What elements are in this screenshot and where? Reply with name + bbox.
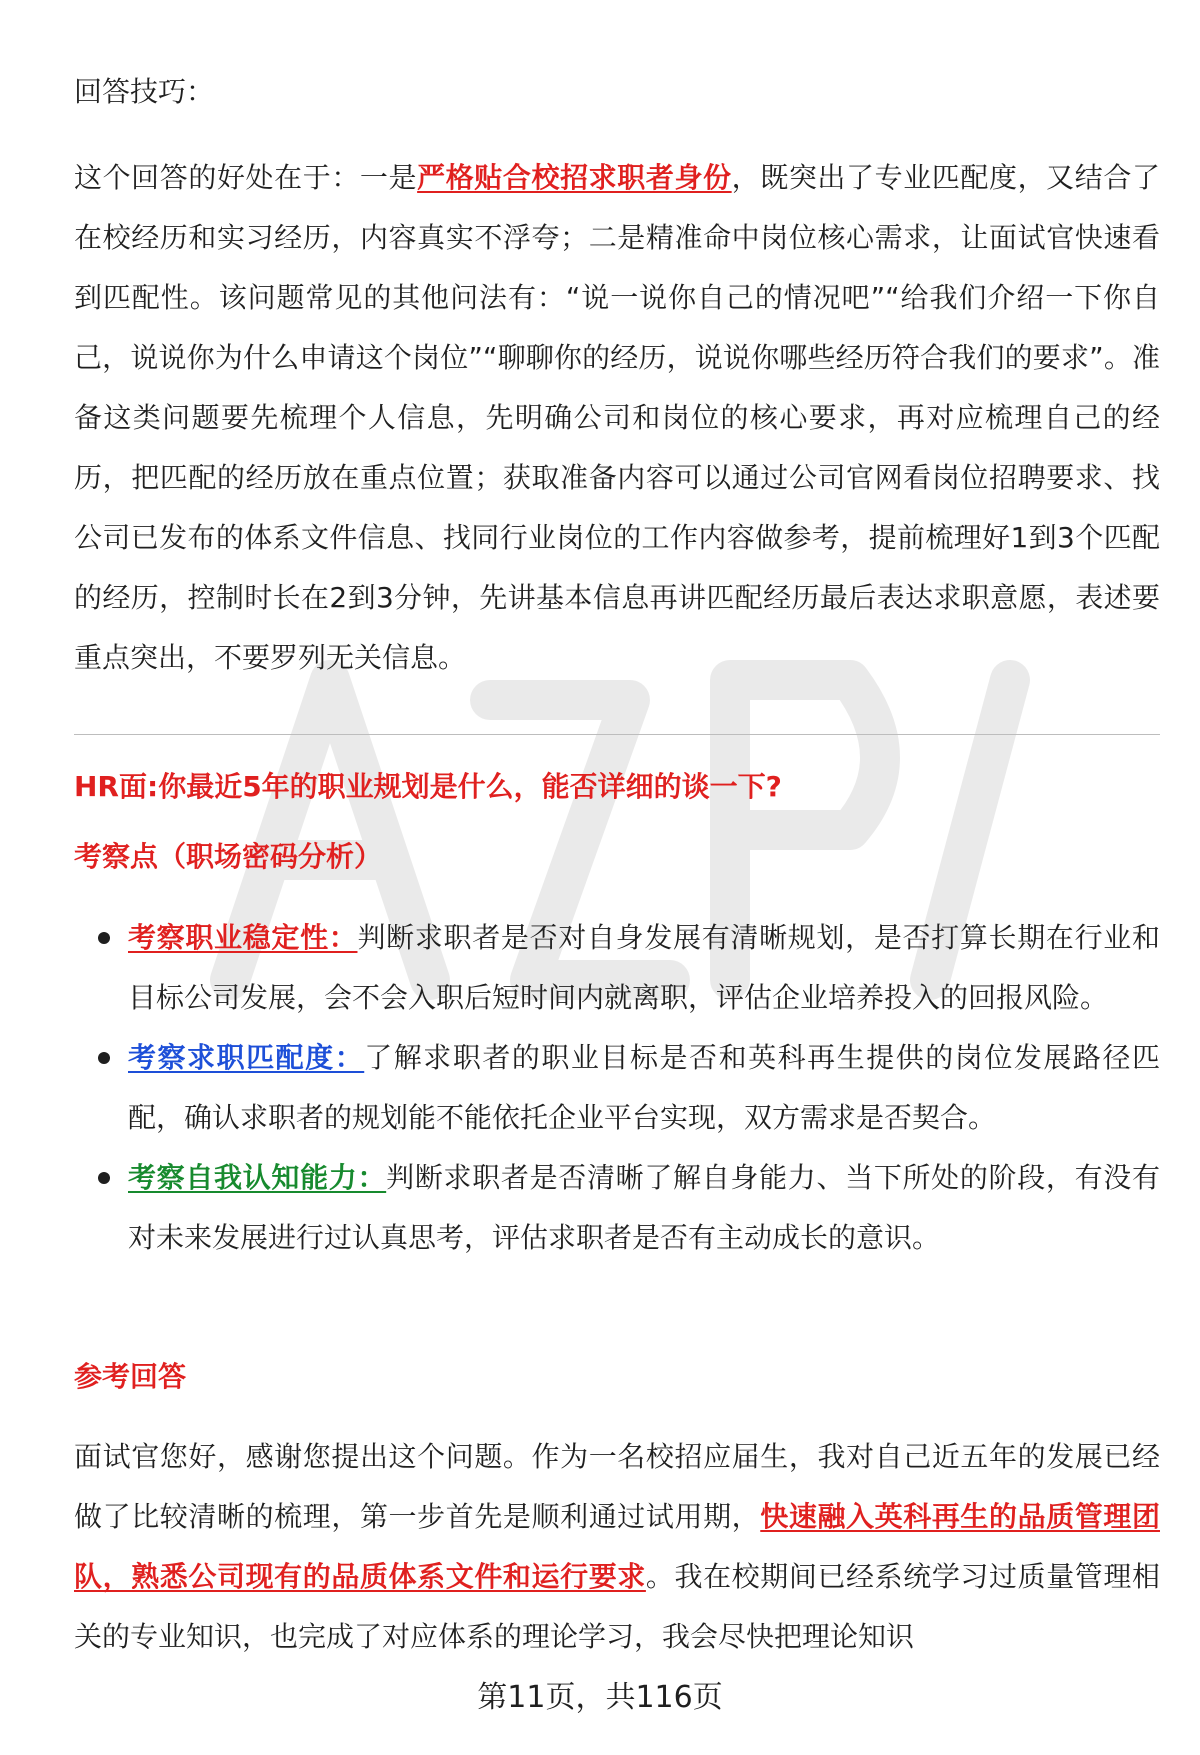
bullet-text: 判断求职者是否对自身发展有清晰规划，是否打算长期在行业和目标公司发展，会不会入职后短时间内就离职，评估企业培养投入的回报风险。 bbox=[128, 921, 1160, 1014]
reference-paragraph-post: 。我在校期间已经系统学习过质量管理相关的专业知识，也完成了对应体系的理论学习，我会尽快把理论知识 bbox=[74, 1560, 1160, 1653]
tips-label: 回答技巧： bbox=[74, 75, 215, 108]
tips-paragraph-pre: 这个回答的好处在于：一是 bbox=[74, 161, 418, 194]
bullet-key: 考察职业稳定性： bbox=[128, 921, 358, 954]
reference-paragraph-pre: 面试官您好，感谢您提出这个问题。作为一名校招应届生，我对自己近五年的发展已经做了比较清晰的梳理，第一步首先是顺利通过试用期， bbox=[74, 1440, 1160, 1533]
question-title: HR面:你最近5年的职业规划是什么，能否详细的谈一下? bbox=[74, 770, 782, 803]
section-divider bbox=[74, 734, 1160, 735]
reference-paragraph-highlight: 快速融入英科再生的品质管理团队，熟悉公司现有的品质体系文件和运行要求 bbox=[74, 1500, 1160, 1593]
list-item bbox=[74, 908, 1160, 1028]
bullet-key: 考察自我认知能力： bbox=[128, 1161, 387, 1194]
bullet-dot-icon bbox=[98, 1052, 110, 1064]
bullet-text: 了解求职者的职业目标是否和英科再生提供的岗位发展路径匹配，确认求职者的规划能不能依托企业平台实现，双方需求是否契合。 bbox=[128, 1041, 1160, 1134]
bullet-key: 考察求职匹配度： bbox=[128, 1041, 365, 1074]
reference-heading: 参考回答 bbox=[74, 1360, 187, 1393]
reference-paragraph bbox=[74, 1427, 1160, 1667]
list-item bbox=[74, 1148, 1160, 1268]
bullet-dot-icon bbox=[98, 1172, 110, 1184]
bullet-text: 判断求职者是否清晰了解自身能力、当下所处的阶段，有没有对未来发展进行过认真思考，评估求职者是否有主动成长的意识。 bbox=[128, 1161, 1160, 1254]
bullet-dot-icon bbox=[98, 932, 110, 944]
tips-paragraph-highlight: 严格贴合校招求职者身份 bbox=[417, 161, 732, 194]
list-item bbox=[74, 1028, 1160, 1148]
tips-paragraph bbox=[74, 148, 1160, 688]
tips-paragraph-post: ，既突出了专业匹配度，又结合了在校经历和实习经历，内容真实不浮夸；二是精准命中岗位核心需求，让面试官快速看到匹配性。该问题常见的其他问法有：“说一说你自己的情况吧”“给我们介绍一下你自己，说说你为什么申请这个岗位”“聊聊你的经历，说说你哪些经历符合我们的要求”。准备这类问题要先梳理个人信息，先明确公司和岗位的核心要求，再对应梳理自己的经历，把匹配的经历放在重点位置；获取准备内容可以通过公司官网看岗位招聘要求、找公司已发布的体系文件信息、找同行业岗位的工作内容做参考，提前梳理好1到3个匹配的经历，控制时长在2到3分钟，先讲基本信息再讲匹配经历最后表达求职意愿，表述要重点突出，不要罗列无关信息。 bbox=[74, 161, 1160, 674]
kaocha-heading: 考察点（职场密码分析） bbox=[74, 840, 383, 873]
kaocha-list bbox=[74, 908, 1160, 1268]
page-number: 第11页，共116页 bbox=[477, 1680, 723, 1715]
